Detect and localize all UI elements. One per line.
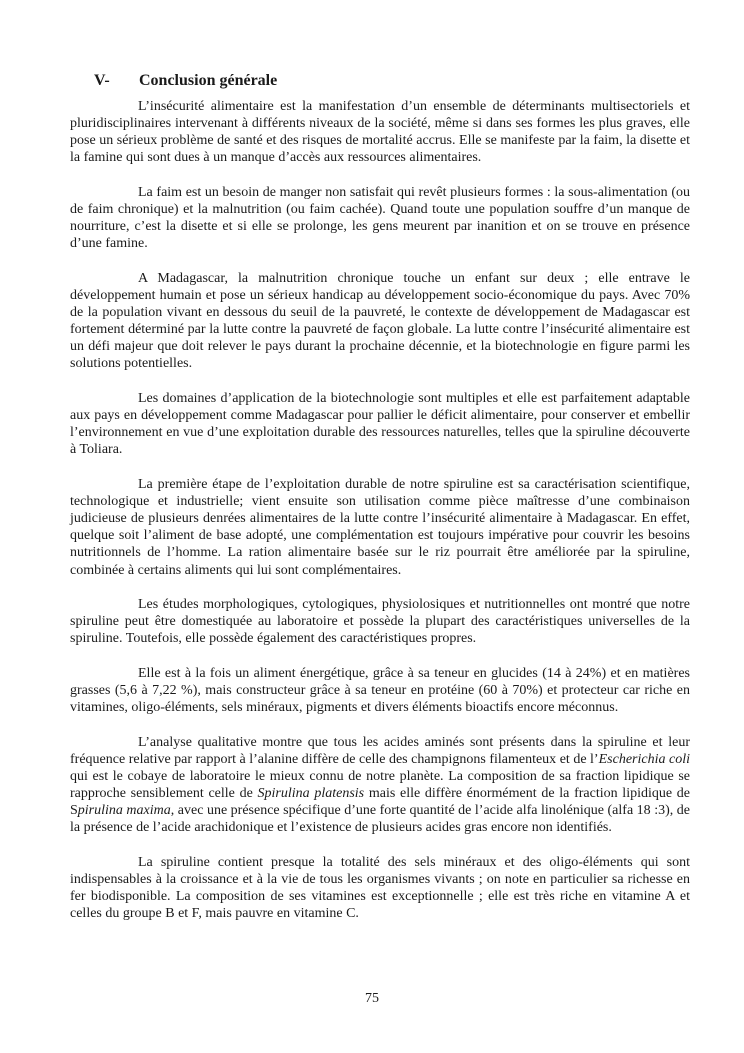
section-number: V- (94, 72, 110, 89)
paragraph (70, 98, 690, 166)
italic-text-run: pirulina maxima (77, 803, 171, 819)
text-run: A Madagascar, la malnutrition chronique touche un enfant sur deux ; elle entrave le développement humain et pose un sérieux handicap au développement socio-économique du pays. Avec 70% de la population vivant en dessous du seuil de la pauvreté, le contexte de développement de Madagascar est fortement déterminé par la lutte contre la pauvreté de façon globale. La lutte contre l’insécurité alimentaire est un défi majeur que doit relever le pays durant la prochaine décennie, et la biotechnologie en figure parmi les solutions potentielles. (70, 270, 690, 372)
text-run: Elle est à la fois un aliment énergétique, grâce à sa teneur en glucides (14 à 24%) et en matières grasses (5,6 à 7,22 %), mais constructeur grâce à sa teneur en protéine (60 à 70%) et protecteur car riche en vitamines, oligo-éléments, sels minéraux, pigments et divers éléments bioactifs encore méconnus. (70, 666, 690, 716)
italic-text-run: Escherichia coli (598, 752, 690, 768)
paragraph (70, 665, 690, 716)
italic-text-run: Spirulina platensis (257, 786, 365, 802)
text-run: La spiruline contient presque la totalité des sels minéraux et des oligo-éléments qui sont indispensables à la croissance et à la vie de tous les organismes vivants ; on note en particulier sa richesse en fer biodisponible. La composition de ses vitamines est exceptionnelle ; elle est très riche en vitamine A et celles du groupe B et F, mais pauvre en vitamine C. (70, 855, 690, 922)
paragraph (70, 596, 690, 647)
text-run: La première étape de l’exploitation durable de notre spiruline est sa caractérisation scientifique, technologique et industrielle; vient ensuite son utilisation comme pièce maîtresse d’une combinaison judicieuse de plusieurs denrées alimentaires de la lutte contre l’insécurité alimentaire à Madagascar. En effet, quelque soit l’aliment de base adopté, une complémentation est toujours impérative pour couvrir les besoins nutritionnels de l’homme. La ration alimentaire basée sur le riz pourrait être améliorée par la spiruline, combinée à certains aliments qui lui sont complémentaires. (70, 477, 690, 578)
paragraph (70, 270, 690, 373)
text-run: Les études morphologiques, cytologiques, physiolosiques et nutritionnelles ont montré que notre spiruline peut être domestiquée au laboratoire et possède la plupart des caractéristiques universelles de la spiruline. Toutefois, elle possède également des caractéristiques propres. (70, 597, 690, 647)
section-heading (94, 72, 277, 90)
paragraph (70, 184, 690, 252)
body-text (70, 98, 690, 940)
text-run: mais elle diffère énormément de la fraction lipidique de S (70, 786, 690, 819)
text-run: Les domaines d’application de la biotechnologie sont multiples et elle est parfaitement adaptable aux pays en développement comme Madagascar pour pallier le déficit alimentaire, pour conserver et embellir l’environnement en vue d’une exploitation durable des ressources naturelles, telles que la spiruline découverte à Toliara. (70, 391, 690, 458)
paragraph (70, 854, 690, 922)
page-number: 75 (365, 991, 379, 1006)
text-run: L’analyse qualitative montre que tous les acides aminés sont présents dans la spiruline et leur fréquence relative par rapport à l’alanine diffère de celle des champignons filamenteux et de l’ (70, 734, 690, 768)
text-run: L’insécurité alimentaire est la manifestation d’un ensemble de déterminants multisectoriels et pluridisciplinaires intervenant à différents niveaux de la société, même si dans ses formes les plus graves, elle pose un sérieux problème de santé et des risques de mortalité accrus. Elle se manifeste par la faim, la disette et la famine qui sont dues à un manque d’accès aux ressources alimentaires. (70, 99, 690, 166)
paragraph (70, 734, 690, 837)
paragraph (70, 390, 690, 458)
text-run: , avec une présence spécifique d’une forte quantité de l’acide alfa linolénique (alfa 18 :3), de la présence de l’acide arachidonique et l’existence de plusieurs acides gras encore non identifiés. (70, 803, 690, 836)
text-run: La faim est un besoin de manger non satisfait qui revêt plusieurs formes : la sous-alimentation (ou de faim chronique) et la malnutrition (ou faim cachée). Quand toute une population souffre d’un manque de nourriture, c’est la disette et si elle se prolonge, les gens meurent par inanition et on se trouve en présence d’une famine. (70, 184, 690, 252)
text-run: qui est le cobaye de laboratoire le mieux connu de notre planète. La composition de sa fraction lipidique se rapproche sensiblement celle de (70, 769, 690, 802)
section-title: Conclusion générale (139, 72, 278, 89)
paragraph (70, 476, 690, 579)
